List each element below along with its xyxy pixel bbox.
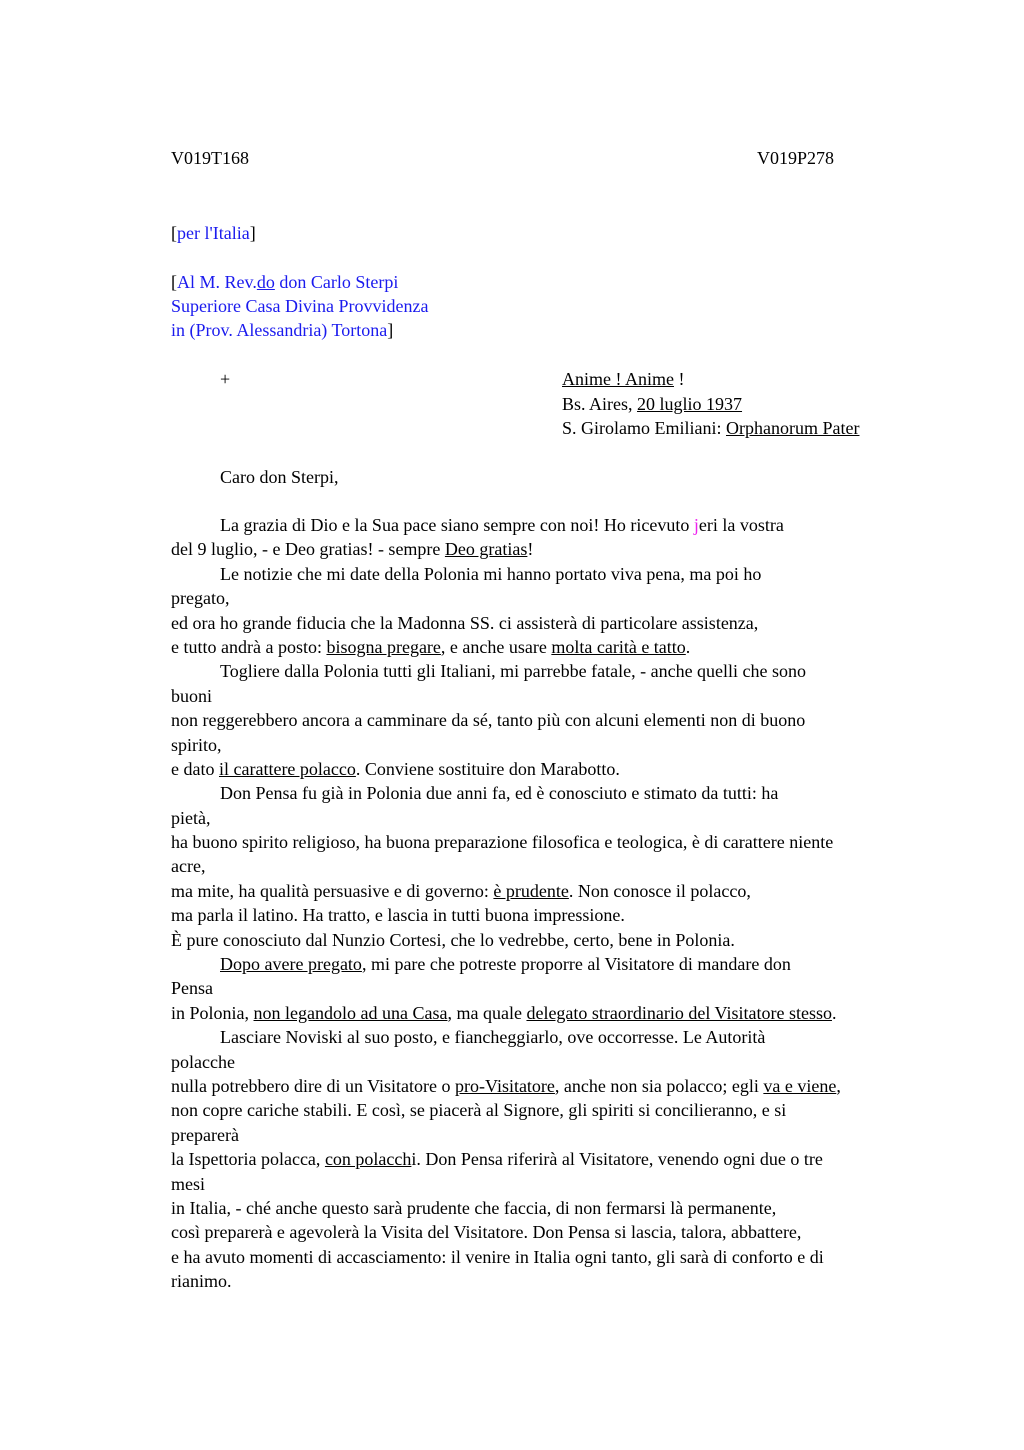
body-line: non reggerebbero ancora a camminare da sé, tanto più con alcuni elementi non di buono (171, 710, 806, 731)
saint-line: S. Girolamo Emiliani: Orphanorum Pater (562, 418, 860, 438)
body-line: La grazia di Dio e la Sua pace siano sempre con noi! Ho ricevuto jeri la vostra (220, 515, 784, 535)
address-line-2: Superiore Casa Divina Provvidenza (171, 296, 429, 316)
body-line: del 9 luglio, - e Deo gratias! - sempre Deo gratias! (171, 539, 534, 560)
body-line: ha buono spirito religioso, ha buona preparazione filosofica e teologica, è di carattere niente (171, 832, 834, 853)
address-line-1: [Al M. Rev.do don Carlo Sterpi (171, 272, 399, 292)
destination-note: [per l'Italia] (171, 223, 256, 243)
body-line: mesi (171, 1173, 205, 1194)
body-line: nulla potrebbero dire di un Visitatore o pro-Visitatore, anche non sia polacco; egli va e viene, (171, 1075, 841, 1096)
body-line: Le notizie che mi date della Polonia mi hanno portato viva pena, ma poi ho (220, 563, 762, 584)
cross-symbol: + (220, 369, 231, 389)
body-line: non copre cariche stabili. E così, se piacerà al Signore, gli spiriti si concilieranno, e si (171, 1100, 787, 1121)
body-line: e dato il carattere polacco. Conviene sostituire don Marabotto. (171, 758, 620, 779)
body-line: ed ora ho grande fiducia che la Madonna SS. ci assisterà di particolare assistenza, (171, 612, 759, 633)
body-line: e tutto andrà a posto: bisogna pregare, e anche usare molta carità e tatto. (171, 636, 691, 657)
body-line: e ha avuto momenti di accasciamento: il venire in Italia ogni tanto, gli sarà di conforto e di (171, 1246, 824, 1267)
document-code-left: V019T168 (171, 148, 249, 168)
body-line: Dopo avere pregato, mi pare che potreste proporre al Visitatore di mandare don (220, 954, 791, 975)
body-line: ma mite, ha qualità persuasive e di governo: è prudente. Non conosce il polacco, (171, 880, 751, 901)
address-line-3: in (Prov. Alessandria) Tortona] (171, 320, 394, 340)
body-line: preparerà (171, 1124, 239, 1145)
letter-date: 20 luglio 1937 (637, 394, 743, 414)
body-line: Pensa (171, 978, 213, 999)
destination-text: per l'Italia (177, 223, 250, 243)
body-line: Togliere dalla Polonia tutti gli Italiani, mi parrebbe fatale, - anche quelli che sono (220, 661, 807, 682)
body-line: ma parla il latino. Ha tratto, e lascia in tutti buona impressione. (171, 905, 625, 926)
salutation: Caro don Sterpi, (220, 467, 339, 487)
body-line: rianimo. (171, 1271, 232, 1292)
body-line: pietà, (171, 807, 211, 828)
body-line: pregato, (171, 588, 230, 609)
document-code-right: V019P278 (757, 148, 835, 168)
letter-body (171, 513, 971, 1294)
body-line: È pure conosciuto dal Nunzio Cortesi, che lo vedrebbe, certo, bene in Polonia. (171, 929, 735, 950)
body-line: Don Pensa fu già in Polonia due anni fa, ed è conosciuto e stimato da tutti: ha (220, 783, 779, 804)
body-line: Lasciare Noviski al suo posto, e fiancheggiarlo, ove occorresse. Le Autorità (220, 1027, 766, 1048)
body-line: in Italia, - ché anche questo sarà prudente che faccia, di non fermarsi là permanente, (171, 1197, 777, 1218)
body-line: spirito, (171, 734, 222, 755)
body-line: in Polonia, non legandolo ad una Casa, ma quale delegato straordinario del Visitatore stesso. (171, 1002, 837, 1023)
body-line: acre, (171, 856, 206, 877)
place-date-line: Bs. Aires, 20 luglio 1937 (562, 394, 743, 414)
body-line: la Ispettoria polacca, con polacchi. Don Pensa riferirà al Visitatore, venendo ogni due o tre (171, 1149, 823, 1170)
motto-line: Anime ! Anime ! (562, 369, 685, 389)
body-line: polacche (171, 1051, 235, 1072)
body-line: buoni (171, 685, 213, 706)
body-line: così preparerà e agevolerà la Visita del Visitatore. Don Pensa si lascia, talora, abbattere, (171, 1222, 802, 1243)
